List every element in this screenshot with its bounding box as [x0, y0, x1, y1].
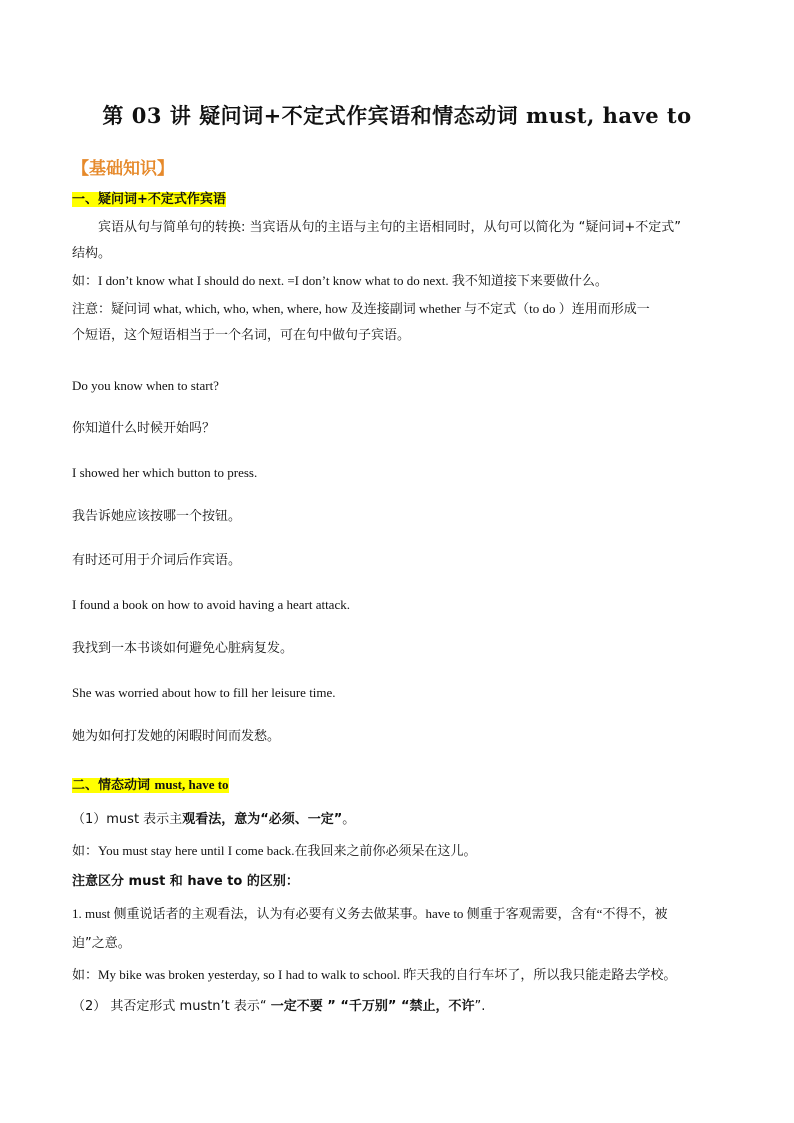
- page-title: 第 03 讲 疑问词+不定式作宾语和情态动词 must, have to: [102, 103, 692, 128]
- part2-item-1: [72, 811, 355, 829]
- diff-example: 如：My bike was broken yesterday, so I had to walk to school. 昨天我的自行车坏了，所以我只能走路去学校。: [72, 967, 677, 982]
- part1-paragraph-line2: 结构。: [72, 246, 112, 261]
- part2-heading-text: [72, 778, 229, 793]
- part1-heading-text: 一、疑问词+不定式作宾语: [72, 192, 226, 207]
- preposition-note: 有时还可用于介词后作宾语。: [72, 553, 242, 568]
- item-2-suffix: ”.: [474, 999, 486, 1014]
- diff-line-2: 迫”之意。: [72, 936, 131, 951]
- part1-note-line2: 个短语，这个短语相当于一个名词，可在句中做句子宾语。: [72, 328, 411, 343]
- part2-heading: [72, 776, 229, 795]
- item-1-suffix: 。: [342, 812, 356, 827]
- part1-example: 如：I don’t know what I should do next. =I don’t know what to do next. 我不知道接下来要做什么。: [72, 273, 608, 288]
- example-1-english: Do you know when to start?: [72, 378, 219, 393]
- example-2-english: I showed her which button to press.: [72, 465, 258, 480]
- must-have-to-diff-title: 注意区分 must 和 have to 的区别：: [72, 874, 299, 889]
- part2-heading-prefix: 二、情态动词: [72, 778, 155, 793]
- example-3-chinese: 我找到一本书谈如何避免心脏病复发。: [72, 641, 294, 656]
- item-1-prefix: （1）must 表示主: [72, 812, 183, 827]
- example-4-chinese: 她为如何打发她的闲暇时间而发愁。: [72, 729, 281, 744]
- section-tag-basics: 【基础知识】: [72, 159, 174, 179]
- example-1-chinese: 你知道什么时候开始吗？: [72, 421, 216, 436]
- part2-item-2: [72, 998, 485, 1016]
- part1-heading: [72, 191, 226, 209]
- example-3-english: I found a book on how to avoid having a heart attack.: [72, 597, 350, 612]
- example-4-english: She was worried about how to fill her leisure time.: [72, 685, 336, 700]
- item-1-bold: 观看法，意为“必须、一定”: [182, 812, 343, 827]
- diff-line-1: 1. must 侧重说话者的主观看法，认为有必要有义务去做某事。have to 侧重于客观需要，含有“不得不，被: [72, 906, 668, 921]
- item-2-prefix: （2） 其否定形式 mustn’t 表示“: [72, 999, 271, 1014]
- item-2-bold: 一定不要 ” “千万别” “禁止，不许: [270, 999, 475, 1014]
- part2-item-1-example: 如：You must stay here until I come back.在我回来之前你必须呆在这儿。: [72, 843, 477, 858]
- example-2-chinese: 我告诉她应该按哪一个按钮。: [72, 509, 242, 524]
- part1-note-line1: 注意：疑问词 what, which, who, when, where, how 及连接副词 whether 与不定式（to do ）连用而形成一: [72, 301, 650, 316]
- part2-heading-bold: must, have to: [154, 777, 229, 792]
- part1-paragraph-line1: 宾语从句与简单句的转换: 当宾语从句的主语与主句的主语相同时，从句可以简化为 “疑问词+不定式”: [98, 220, 682, 235]
